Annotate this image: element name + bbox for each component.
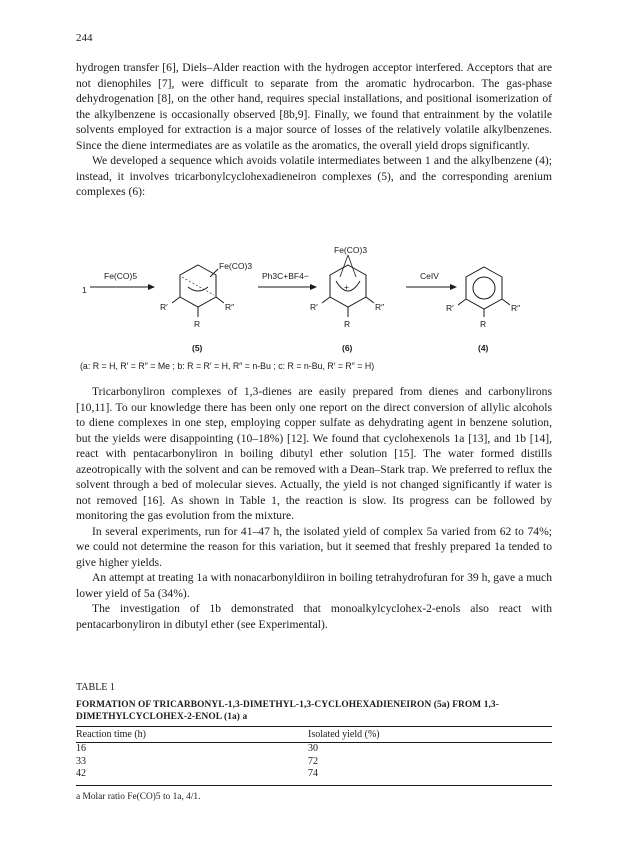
table-cell: 72	[308, 755, 318, 767]
substituent-r-prime-6: R′	[310, 302, 318, 312]
arrow-head	[148, 284, 155, 290]
substituent-r-5: R	[194, 319, 201, 329]
table-cell: 30	[308, 743, 318, 754]
substituent-r-4: R	[480, 319, 487, 329]
paragraph: hydrogen transfer [6], Diels–Alder reaction with the hydrogen acceptor interfered. Acceptors that are not dienophiles [7], were difficult to separate from the aromatic hydrocarbon. The gas-phase dehydrogenation [8], on the other hand, requires special installations, and positional isomerization of the alkylbenzene is occasionally observed [8b,9]. Finally, we found that entrainment by the volatile solvents employed for extraction is a major source of losses of the relatively volatile alkylbenzenes. Since the diene intermediates are as volatile as the aromatics, the overall yield drops significantly.	[76, 61, 552, 152]
compound-4-structure	[458, 267, 510, 317]
compound-label-4: (4)	[478, 343, 489, 353]
table-cell: 42	[76, 768, 86, 779]
compound-label-6: (6)	[342, 343, 353, 353]
scheme-start-label: 1	[82, 285, 87, 295]
reagent-trityl-bf4: Ph3C+BF4−	[262, 271, 309, 281]
table-header-cell: Isolated yield (%)	[308, 729, 380, 740]
substituent-r-double-prime-6: R″	[375, 302, 385, 312]
compound-label-5: (5)	[192, 343, 203, 353]
paragraph: The investigation of 1b demonstrated that monoalkylcyclohex-2-enols also react with pentacarbonyliron in dibutyl ether (see Experimental).	[76, 602, 552, 631]
table-cell: 16	[76, 743, 86, 754]
table-row	[76, 743, 552, 756]
substituent-r-double-prime-5: R″	[225, 302, 235, 312]
table-cell: 74	[308, 768, 318, 779]
data-table	[76, 726, 552, 786]
table-1	[76, 682, 552, 811]
compound-5-structure	[172, 265, 224, 317]
fe-co3-label-5: Fe(CO)3	[219, 261, 253, 271]
paragraph: An attempt at treating 1a with nonacarbonyldiiron in boiling tetrahydrofuran for 39 h, gave a much lower yield of 5a (34%).	[76, 571, 552, 600]
table-header-cell: Reaction time (h)	[76, 729, 146, 740]
paragraph: We developed a sequence which avoids volatile intermediates between 1 and the alkylbenzene (4); instead, it involves tricarbonylcyclohexadieneiron complexes (5), and the corresponding arenium complexes (6):	[76, 154, 552, 198]
substituent-r-6: R	[344, 319, 351, 329]
plus-charge: +	[344, 282, 349, 292]
substituent-r-prime-5: R′	[160, 302, 168, 312]
reagent-fe-co5: Fe(CO)5	[104, 271, 138, 281]
fe-co3-label-6: Fe(CO)3	[334, 247, 368, 255]
table-header-row	[76, 727, 552, 743]
arrow-head	[450, 284, 457, 290]
table-row	[76, 768, 552, 785]
substituent-r-prime-4: R′	[446, 303, 454, 313]
reagent-ceriv: CeIV	[420, 271, 439, 281]
table-row	[76, 756, 552, 769]
table-cell: 33	[76, 755, 86, 767]
paragraph: Tricarbonyliron complexes of 1,3-dienes are easily prepared from dienes and carbonylirons [10,11]. To our knowledge there has been only one report on the direct conversion of allylic alcohols to diene complexes in one step, employing copper sulfate as dehydrating agent in benzene solution, but the yields were disappointing (10–18%) [12]. We found that cyclohexenols 1a [13], and 1b [14], react with pentacarbonyliron in boiling dibutyl ether solution [15]. The water formed distills azeotropically with the solvent and can be removed with a Dean–Stark trap. We preferred to reflux the solvent through a bed of molecular sieves. Actually, the yield is not changed significantly if water is not removed [16]. As shown in Table 1, the reaction is slow. Its progress can be followed by monitoring the gas evolution from the mixture.	[76, 385, 552, 522]
scheme-substituent-note: (a: R = H, R′ = R″ = Me ; b: R = R′ = H, R″ = n-Bu ; c: R = n-Bu, R′ = R″ = H)	[80, 361, 375, 371]
table-title: FORMATION OF TRICARBONYL-1,3-DIMETHYL-1,3-CYCLOHEXADIENEIRON (5a) FROM 1,3-DIMETHYLCYCLOHEX-2-ENOL (1a) a	[76, 700, 499, 722]
page-number: 244	[76, 32, 93, 44]
reaction-scheme	[76, 247, 552, 359]
table-label: TABLE 1	[76, 682, 115, 693]
paragraph: In several experiments, run for 41–47 h, the isolated yield of complex 5a varied from 62 to 74%; we could not determine the reason for this variation, but it seemed that freshly prepared 1a tended to give higher yields.	[76, 524, 552, 569]
body-text-top	[76, 60, 552, 200]
body-text-bottom	[76, 384, 552, 632]
substituent-r-double-prime-4: R″	[511, 303, 521, 313]
arrow-head	[310, 284, 317, 290]
table-footnote: a Molar ratio Fe(CO)5 to 1a, 4/1.	[76, 791, 201, 802]
